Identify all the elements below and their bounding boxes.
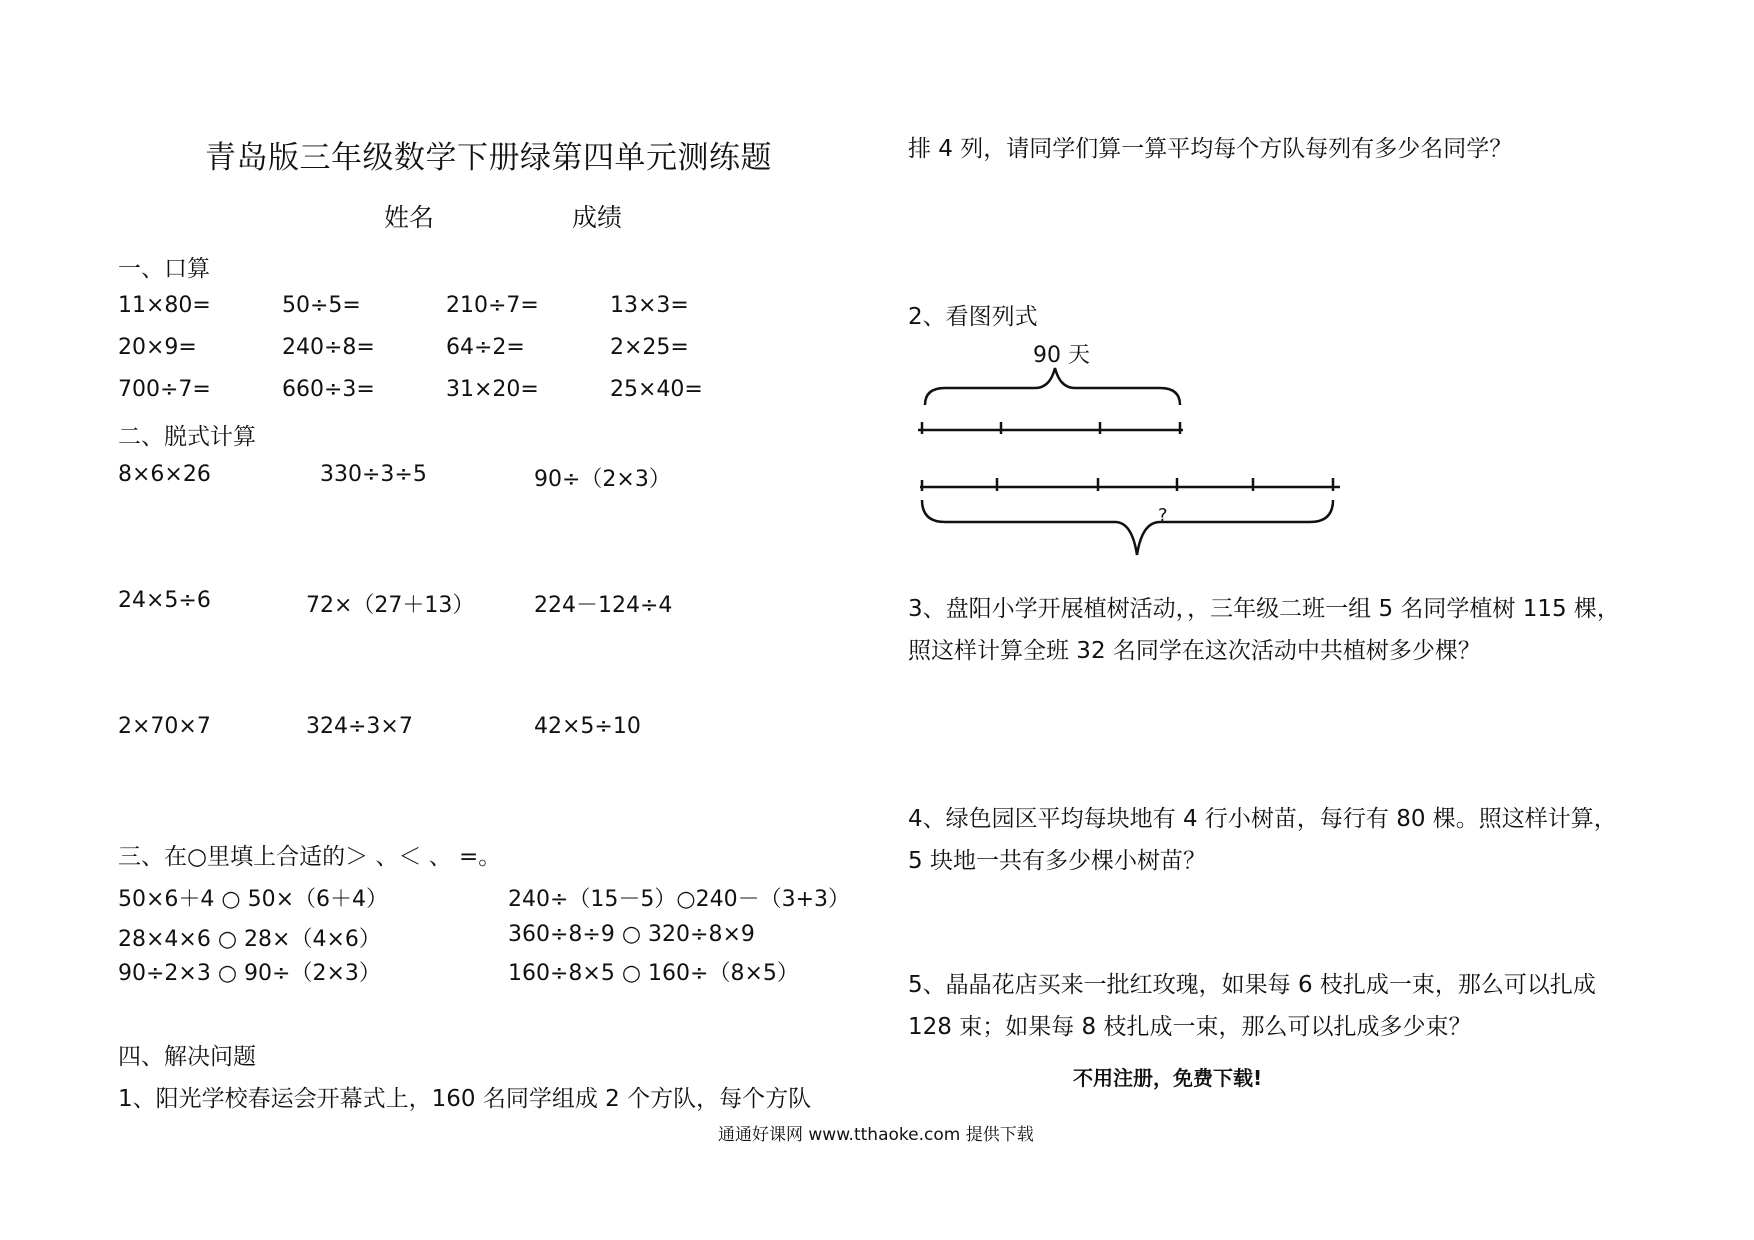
section4-heading: 四、解决问题 [118, 1044, 256, 1070]
question-5-line2: 128 束；如果每 8 枝扎成一束，那么可以扎成多少束？ [908, 1014, 1472, 1040]
score-label: 成绩 [572, 203, 623, 232]
step-calc-item: 224－124÷4 [534, 593, 673, 618]
oral-calc-item: 25×40= [610, 377, 703, 402]
question-1-line1: 1、阳光学校春运会开幕式上，160 名同学组成 2 个方队，每个方队 [118, 1086, 812, 1112]
oral-calc-item: 50÷5= [282, 293, 361, 318]
diagram-top-label: 90 天 [1033, 343, 1090, 368]
oral-calc-item: 31×20= [446, 377, 539, 402]
compare-item: 160÷8×5 ○ 160÷（8×5） [508, 961, 799, 986]
question-1-line2: 排 4 列，请同学们算一算平均每个方队每列有多少名同学？ [908, 136, 1513, 162]
question-2-heading: 2、看图列式 [908, 304, 1038, 330]
oral-calc-item: 13×3= [610, 293, 689, 318]
bottom-brace [922, 500, 1333, 555]
step-calc-item: 8×6×26 [118, 462, 211, 487]
oral-calc-item: 660÷3= [282, 377, 375, 402]
name-label: 姓名 [384, 203, 435, 232]
compare-item: 50×6＋4 ○ 50×（6＋4） [118, 887, 389, 912]
compare-item: 360÷8÷9 ○ 320÷8×9 [508, 922, 755, 947]
question-3-line1: 3、盘阳小学开展植树活动，，三年级二班一组 5 名同学植树 115 棵， [908, 596, 1620, 622]
question-4-line1: 4、绿色园区平均每块地有 4 行小树苗，每行有 80 棵。照这样计算， [908, 806, 1617, 832]
free-download-notice: 不用注册，免费下载! [1073, 1066, 1263, 1090]
oral-calc-item: 11×80= [118, 293, 211, 318]
question-5-line1: 5、晶晶花店买来一批红玫瑰，如果每 6 枝扎成一束，那么可以扎成 [908, 972, 1596, 998]
section3-heading: 三、在○里填上合适的＞ 、＜ 、 =。 [118, 844, 502, 870]
step-calc-item: 2×70×7 [118, 714, 211, 739]
section2-heading: 二、脱式计算 [118, 424, 256, 450]
oral-calc-item: 2×25= [610, 335, 689, 360]
step-calc-item: 330÷3÷5 [320, 462, 427, 487]
section1-heading: 一、口算 [118, 256, 210, 282]
oral-calc-item: 20×9= [118, 335, 197, 360]
question-4-line2: 5 块地一共有多少棵小树苗？ [908, 848, 1206, 874]
step-calc-item: 90÷（2×3） [534, 467, 671, 492]
top-brace [925, 368, 1180, 405]
question-3-line2: 照这样计算全班 32 名同学在这次活动中共植树多少棵？ [908, 638, 1481, 664]
step-calc-item: 324÷3×7 [306, 714, 413, 739]
compare-item: 28×4×6 ○ 28×（4×6） [118, 927, 381, 952]
footer-source: 通通好课网 www.tthaoke.com 提供下载 [718, 1125, 1034, 1145]
step-calc-item: 72×（27＋13） [306, 593, 475, 618]
step-calc-item: 24×5÷6 [118, 588, 211, 613]
oral-calc-item: 210÷7= [446, 293, 539, 318]
page-title: 青岛版三年级数学下册绿第四单元测练题 [205, 140, 772, 176]
oral-calc-item: 700÷7= [118, 377, 211, 402]
diagram-bottom-label: ? [1158, 505, 1168, 526]
step-calc-item: 42×5÷10 [534, 714, 641, 739]
oral-calc-item: 240÷8= [282, 335, 375, 360]
compare-item: 90÷2×3 ○ 90÷（2×3） [118, 961, 381, 986]
compare-item: 240÷（15－5）○240－（3+3） [508, 887, 851, 912]
oral-calc-item: 64÷2= [446, 335, 525, 360]
